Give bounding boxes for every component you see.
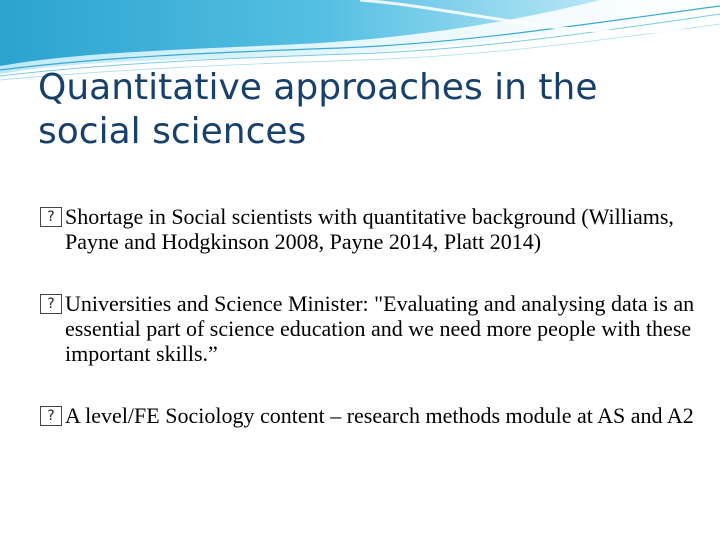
bullet-text: Universities and Science Minister: "Evaluating and analysing data is an essential part of science education and we need more people with these important skills.” [65,291,695,366]
bullet-item-3 [40,403,700,428]
bullet-text: A level/FE Sociology content – research methods module at AS and A2 [65,403,694,428]
slide-title: Quantitative approaches in the social sciences [38,67,598,152]
missing-glyph-bullet-icon: ? [40,406,62,426]
bullet-item-1 [40,204,700,254]
bullet-item-2 [40,291,700,366]
missing-glyph-bullet-icon: ? [40,294,62,314]
bullet-list [40,204,700,428]
bullet-text: Shortage in Social scientists with quantitative background (Williams, Payne and Hodgkinson 2008, Payne 2014, Platt 2014) [65,204,674,254]
missing-glyph-bullet-icon: ? [40,207,62,227]
